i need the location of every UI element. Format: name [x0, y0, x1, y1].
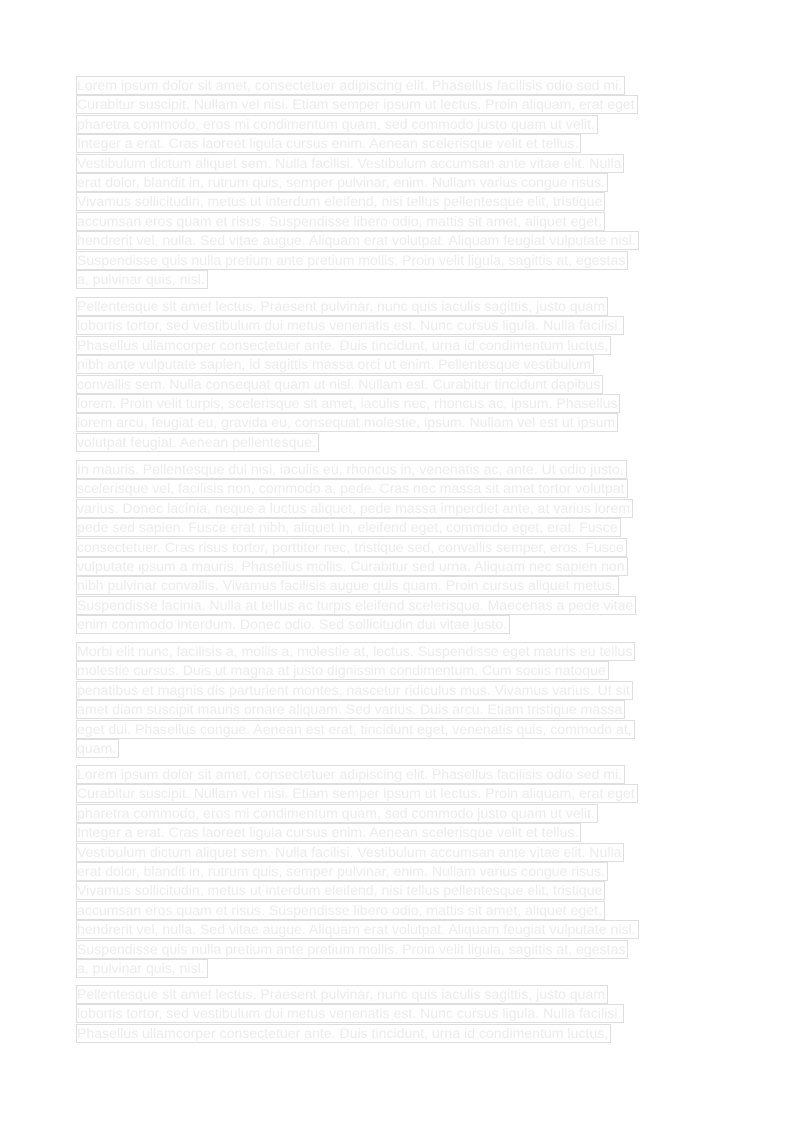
- text-line: [76, 804, 736, 823]
- text-line-box: Suspendisse quis nulla pretium ante pretium mollis. Proin velit ligula, sagittis at, egestas: [76, 940, 628, 959]
- text-line: [76, 173, 736, 192]
- text-line: [76, 720, 736, 739]
- paragraph-6: [76, 985, 736, 1043]
- text-line: [76, 518, 736, 537]
- text-line-box: nibh ante vulputate sapien, id sagittis massa orci ut enim. Pellentesque vestibulum: [76, 355, 594, 374]
- text-line: [76, 1004, 736, 1023]
- paragraph-2: [76, 297, 736, 452]
- paragraph-1: [76, 76, 736, 289]
- text-line: [76, 134, 736, 153]
- text-line-box: hendrerit vel, nulla. Sed vitae augue. Aliquam erat volutpat. Aliquam feugiat vulputate nisl.: [76, 920, 639, 939]
- text-line: [76, 700, 736, 719]
- text-line-box: vulputate ipsum a mauris. Phasellus mollis. Curabitur sed urna. Aliquam nec sapien non: [76, 557, 628, 576]
- text-line: [76, 596, 736, 615]
- text-line-box: Pellentesque sit amet lectus. Praesent pulvinar, nunc quis iaculis sagittis, justo quam: [76, 297, 608, 316]
- text-line-box: quam.: [76, 739, 119, 758]
- text-line: [76, 375, 736, 394]
- text-line-box: Integer a erat. Cras laoreet ligula cursus enim. Aenean scelerisque velit et tellus.: [76, 134, 581, 153]
- text-line-box: accumsan eros quam et risus. Suspendisse libero odio, mattis sit amet, aliquet eget,: [76, 901, 605, 920]
- text-line-box: Integer a erat. Cras laoreet ligula cursus enim. Aenean scelerisque velit et tellus.: [76, 823, 581, 842]
- text-line: [76, 355, 736, 374]
- text-line: [76, 192, 736, 211]
- text-line-box: Phasellus ullamcorper consectetuer ante. Duis tincidunt, urna id condimentum luctus,: [76, 1024, 611, 1043]
- text-line: [76, 251, 736, 270]
- text-line: [76, 765, 736, 784]
- text-line: [76, 316, 736, 335]
- text-line: [76, 95, 736, 114]
- text-line: [76, 784, 736, 803]
- text-line: [76, 985, 736, 1004]
- text-line-box: pede sed sapien. Fusce erat nibh, aliquet in, eleifend eget, commodo eget, erat. Fusce: [76, 518, 621, 537]
- text-line-box: Lorem ipsum dolor sit amet, consectetuer adipiscing elit. Phasellus facilisis odio sed mi.: [76, 765, 625, 784]
- text-line: [76, 538, 736, 557]
- text-line-box: Suspendisse quis nulla pretium ante pretium mollis. Proin velit ligula, sagittis at, egestas: [76, 251, 628, 270]
- text-line: [76, 642, 736, 661]
- text-line: [76, 336, 736, 355]
- paragraph-4: [76, 642, 736, 758]
- text-line: [76, 270, 736, 289]
- text-line-box: Vivamus sollicitudin, metus ut interdum eleifend, nisi tellus pellentesque elit, tristique: [76, 192, 605, 211]
- text-line: [76, 881, 736, 900]
- text-line: [76, 479, 736, 498]
- text-line-box: a, pulvinar quis, nisl.: [76, 270, 208, 289]
- text-line: [76, 297, 736, 316]
- text-line-box: Suspendisse lacinia. Nulla at tellus ac turpis eleifend scelerisque. Maecenas a pede vitae: [76, 596, 636, 615]
- text-line-box: accumsan eros quam et risus. Suspendisse libero odio, mattis sit amet, aliquet eget,: [76, 212, 605, 231]
- text-line: [76, 231, 736, 250]
- text-line: [76, 499, 736, 518]
- text-line-box: Phasellus ullamcorper consectetuer ante. Duis tincidunt, urna id condimentum luctus,: [76, 336, 611, 355]
- text-line: [76, 681, 736, 700]
- text-line-box: lobortis tortor, sed vestibulum dui metus venenatis est. Nunc cursus ligula. Nulla facilisi.: [76, 316, 624, 335]
- text-line: [76, 576, 736, 595]
- text-line-box: lorem arcu, feugiat eu, gravida eu, consequat molestie, ipsum. Nullam vel est ut ipsum: [76, 413, 618, 432]
- text-line-box: erat dolor, blandit in, rutrum quis, semper pulvinar, enim. Nullam varius congue risus.: [76, 173, 608, 192]
- text-line-box: penatibus et magnis dis parturient montes, nascetur ridiculus mus. Vivamus varius. Ut sit: [76, 681, 633, 700]
- text-line-box: pharetra commodo, eros mi condimentum quam, sed commodo justo quam ut velit.: [76, 115, 598, 134]
- text-line: [76, 615, 736, 634]
- text-line-box: lorem. Proin velit turpis, scelerisque sit amet, iaculis nec, rhoncus ac, ipsum. Phasellus: [76, 394, 620, 413]
- text-line-box: enim commodo interdum. Donec odio. Sed sollicitudin dui vitae justo.: [76, 615, 510, 634]
- text-line: [76, 901, 736, 920]
- text-line: [76, 115, 736, 134]
- text-line-box: consectetuer. Cras risus tortor, porttitor nec, tristique sed, convallis semper, eros. Fusce: [76, 538, 627, 557]
- text-line: [76, 76, 736, 95]
- text-line-box: convallis sem. Nulla consequat quam ut nisl. Nullam est. Curabitur tincidunt dapibus: [76, 375, 603, 394]
- text-line-box: nibh pulvinar convallis. Vivamus facilisis augue quis quam. Proin cursus aliquet metus.: [76, 576, 619, 595]
- text-line-box: hendrerit vel, nulla. Sed vitae augue. Aliquam erat volutpat. Aliquam feugiat vulputate nisl.: [76, 231, 639, 250]
- text-line: [76, 413, 736, 432]
- text-line: [76, 823, 736, 842]
- text-line: [76, 154, 736, 173]
- text-line-box: pharetra commodo, eros mi condimentum quam, sed commodo justo quam ut velit.: [76, 804, 598, 823]
- text-line: [76, 1024, 736, 1043]
- paragraph-5: [76, 765, 736, 978]
- text-line-box: Vestibulum dictum aliquet sem. Nulla facilisi. Vestibulum accumsan ante vitae elit. Nulla: [76, 154, 624, 173]
- text-line-box: volutpat feugiat. Aenean pellentesque.: [76, 433, 319, 452]
- text-line: [76, 920, 736, 939]
- text-line-box: amet diam suscipit mauris ornare aliquam. Sed varius. Duis arcu. Etiam tristique massa: [76, 700, 625, 719]
- text-line-box: a, pulvinar quis, nisl.: [76, 959, 208, 978]
- text-line-box: Curabitur suscipit. Nullam vel nisi. Etiam semper ipsum ut lectus. Proin aliquam, erat eget: [76, 95, 638, 114]
- text-line: [76, 940, 736, 959]
- text-line-box: scelerisque vel, facilisis non, commodo a, pede. Cras nec massa sit amet tortor volutpat: [76, 479, 628, 498]
- text-line-box: lobortis tortor, sed vestibulum dui metus venenatis est. Nunc cursus ligula. Nulla facilisi.: [76, 1004, 624, 1023]
- text-line: [76, 212, 736, 231]
- text-line-box: Vivamus sollicitudin, metus ut interdum eleifend, nisi tellus pellentesque elit, tristique: [76, 881, 605, 900]
- text-line-box: Pellentesque sit amet lectus. Praesent pulvinar, nunc quis iaculis sagittis, justo quam: [76, 985, 608, 1004]
- text-line: [76, 843, 736, 862]
- text-line-box: varius. Donec lacinia, neque a luctus aliquet, pede massa imperdiet ante, at varius lorem: [76, 499, 633, 518]
- text-line: [76, 739, 736, 758]
- text-line: [76, 394, 736, 413]
- paragraph-3: [76, 460, 736, 635]
- text-line: [76, 557, 736, 576]
- text-line-box: eget dui. Phasellus congue. Aenean est erat, tincidunt eget, venenatis quis, commodo at,: [76, 720, 635, 739]
- text-line-box: Morbi elit nunc, facilisis a, mollis a, molestie at, lectus. Suspendisse eget mauris eu tellus: [76, 642, 635, 661]
- text-line-box: Vestibulum dictum aliquet sem. Nulla facilisi. Vestibulum accumsan ante vitae elit. Nulla: [76, 843, 624, 862]
- text-line-box: molestie cursus. Duis ut magna at justo dignissim condimentum. Cum sociis natoque: [76, 661, 609, 680]
- text-line-box: Curabitur suscipit. Nullam vel nisi. Etiam semper ipsum ut lectus. Proin aliquam, erat eget: [76, 784, 638, 803]
- text-line-box: erat dolor, blandit in, rutrum quis, semper pulvinar, enim. Nullam varius congue risus.: [76, 862, 608, 881]
- text-line: [76, 862, 736, 881]
- text-line: [76, 433, 736, 452]
- text-line: [76, 460, 736, 479]
- text-line: [76, 959, 736, 978]
- text-line-box: Lorem ipsum dolor sit amet, consectetuer adipiscing elit. Phasellus facilisis odio sed mi.: [76, 76, 625, 95]
- text-line: [76, 661, 736, 680]
- text-line-box: In mauris. Pellentesque dui nisi, iaculis eu, rhoncus in, venenatis ac, ante. Ut odio justo,: [76, 460, 627, 479]
